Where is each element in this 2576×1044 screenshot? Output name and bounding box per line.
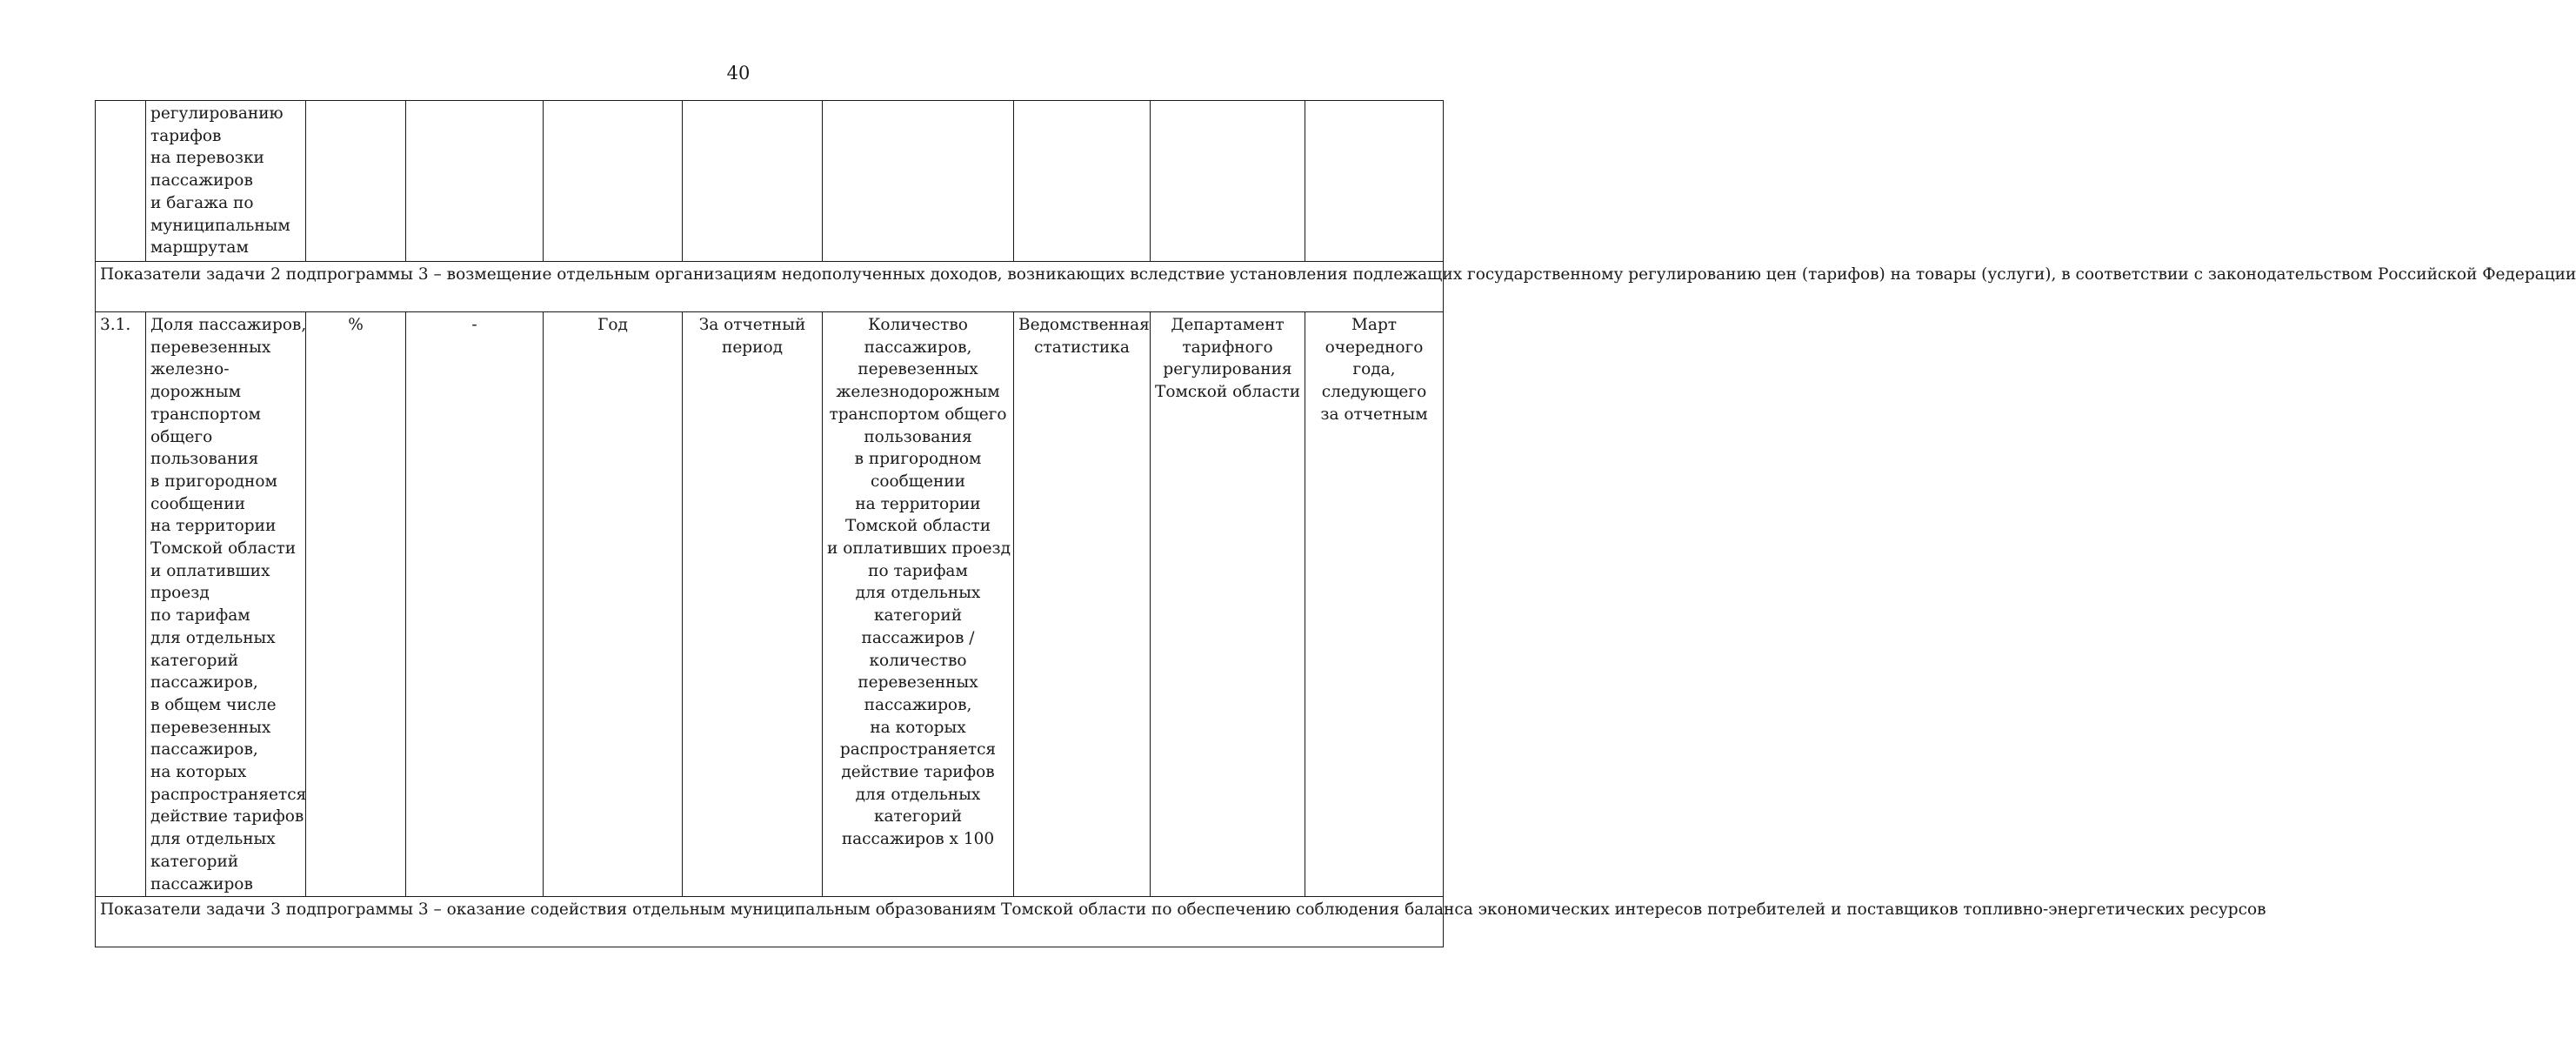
text-line: перевезенных <box>858 360 978 379</box>
text-line: пользования <box>864 427 972 446</box>
text-line: Департамент <box>1171 316 1285 334</box>
text-line: категорий <box>873 606 963 626</box>
text-line: пассажиров <box>150 874 253 893</box>
text-line: на перевозки <box>150 149 264 168</box>
period-lines <box>687 314 818 358</box>
cell-frequency: Год <box>544 312 683 897</box>
text-line: для отдельных <box>855 785 981 804</box>
text-line: железнодорожным <box>836 383 1000 402</box>
text-line: и багажа по <box>150 193 254 212</box>
text-line: и оплативших проезд <box>827 539 1011 559</box>
text-line: в пригородном <box>854 450 982 469</box>
text-line: Томской области <box>150 539 297 559</box>
text-line: на которых <box>870 718 966 737</box>
page-number: 40 <box>726 63 751 84</box>
text-line: проезд <box>150 584 210 603</box>
text-line: транспортом общего <box>829 405 1007 424</box>
text-line: Томской области <box>844 517 991 536</box>
text-line: на территории <box>855 494 981 513</box>
text-line: действие тарифов <box>150 807 304 826</box>
text-line: Март <box>1351 316 1398 334</box>
text-line: категорий <box>150 852 239 871</box>
text-line: для отдельных <box>150 628 276 647</box>
text-line: регулированию <box>150 104 284 123</box>
cell-dash: - <box>406 312 544 897</box>
deadline-lines <box>1310 314 1438 426</box>
text-line: перевезенных <box>150 338 271 357</box>
cell-indicator-name <box>146 312 306 897</box>
text-line: тарифов <box>150 126 222 145</box>
text-line: количество <box>869 651 967 670</box>
cell-empty <box>1014 101 1151 262</box>
text-line: действие тарифов <box>841 763 995 782</box>
text-line: года, <box>1352 360 1396 379</box>
text-line: распространяется <box>150 785 307 804</box>
cell-deadline <box>1305 312 1444 897</box>
text-line: Количество <box>868 316 968 334</box>
cell-responsible <box>1151 312 1305 897</box>
cell-formula <box>823 312 1014 897</box>
text-line: сообщении <box>150 494 245 513</box>
indicators-table <box>95 100 2576 947</box>
text-line: распространяется <box>839 740 997 760</box>
cell-empty <box>306 101 406 262</box>
text-line: пассажиров <box>150 171 253 191</box>
indicator-name-lines <box>150 314 307 895</box>
text-line: муниципальным <box>150 216 290 235</box>
text-line: Доля пассажиров, <box>150 316 307 334</box>
cell-empty <box>544 101 683 262</box>
section-header-row <box>96 897 1444 947</box>
table-row-continuation <box>96 101 1444 262</box>
text-line: пассажиров / <box>861 628 975 647</box>
cell-number-empty <box>96 101 146 262</box>
text-line: пользования <box>150 450 259 469</box>
text-line: для отдельных <box>150 830 276 849</box>
cell-unit: % <box>306 312 406 897</box>
text-line: период <box>722 338 783 357</box>
responsible-lines <box>1155 314 1300 404</box>
text-line: пассажиров, <box>150 740 258 760</box>
text-line: в пригородном <box>150 472 277 491</box>
text-line: для отдельных <box>855 584 981 603</box>
text-line: маршрутам <box>150 238 249 258</box>
text-line: Томской области <box>1155 383 1301 402</box>
text-line: общего <box>150 427 213 446</box>
cell-period <box>683 312 823 897</box>
text-line: пассажиров, <box>864 338 972 357</box>
section-header-task2: Показатели задачи 2 подпрограммы 3 – возмещение отдельным организациям недополученных доходов, возникающих вследствие установления подлежащих государственному регулированию цен (тарифов) на товары (услуги), в соответствии с законодательством Российской Федерации <box>96 262 1444 312</box>
text-line: транспортом <box>150 405 261 424</box>
cell-data-source <box>1014 312 1151 897</box>
cell-indicator-name <box>146 101 306 262</box>
cell-empty <box>683 101 823 262</box>
text-line: пассажиров, <box>864 695 972 714</box>
source-lines <box>1018 314 1150 358</box>
cell-empty <box>1151 101 1305 262</box>
text-line: дорожным <box>150 383 241 402</box>
text-line: пассажиров х 100 <box>841 830 995 849</box>
text-line: сообщении <box>871 472 965 491</box>
text-line: категорий <box>150 651 239 670</box>
formula-lines <box>827 314 1009 851</box>
text-line: За отчетный <box>698 316 806 334</box>
text-line: категорий <box>873 807 963 826</box>
cell-row-number: 3.1. <box>96 312 146 897</box>
indicator-name-lines <box>150 103 301 259</box>
text-line: очередного <box>1325 338 1424 357</box>
text-line: статистика <box>1034 338 1130 357</box>
text-line: следующего <box>1321 383 1427 402</box>
table-row-3-1 <box>96 312 1444 897</box>
text-line: Ведомственная <box>1018 316 1150 334</box>
text-line: перевезенных <box>150 718 271 737</box>
cell-empty <box>823 101 1014 262</box>
text-line: в общем числе <box>150 695 277 714</box>
text-line: регулирования <box>1163 360 1292 379</box>
text-line: тарифного <box>1182 338 1273 357</box>
text-line: перевезенных <box>858 673 978 693</box>
text-line: на которых <box>150 763 247 782</box>
text-line: за отчетным <box>1320 405 1428 424</box>
section-header-task3: Показатели задачи 3 подпрограммы 3 – оказание содействия отдельным муниципальным образованиям Томской области по обеспечению соблюдения баланса экономических интересов потребителей и поставщиков топливно-энергетических ресурсов <box>96 897 1444 947</box>
text-line: на территории <box>150 517 277 536</box>
section-header-row <box>96 262 1444 312</box>
text-line: железно- <box>150 360 230 379</box>
text-line: пассажиров, <box>150 673 258 693</box>
text-line: и оплативших <box>150 561 270 580</box>
text-line: по тарифам <box>868 561 968 580</box>
cell-empty <box>1305 101 1444 262</box>
text-line: по тарифам <box>150 606 250 626</box>
cell-empty <box>406 101 544 262</box>
